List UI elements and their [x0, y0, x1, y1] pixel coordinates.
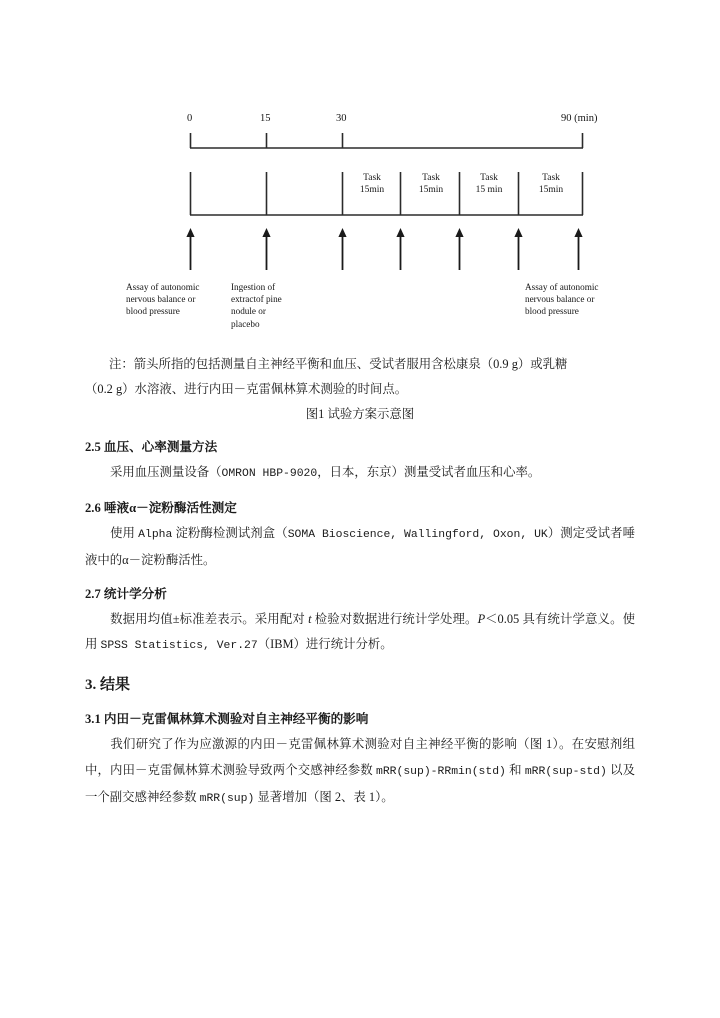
top-timeline	[190, 133, 583, 148]
task-block-1	[345, 173, 399, 196]
heading-2-7: 2.7 统计学分析	[85, 586, 167, 601]
annotation-ingestion-line-3: nodule or	[231, 306, 266, 317]
annotation-ingestion-line-2: extractof pine	[231, 294, 282, 305]
annotation-left-line-1: Assay of autonomic	[126, 282, 200, 292]
event-arrow-4	[396, 228, 404, 270]
task-block-1-duration: 15min	[359, 184, 385, 195]
p27-text-b: 检验对数据进行统计学处理。	[311, 611, 478, 626]
p25-text-a: 采用血压测量设备（	[110, 465, 222, 479]
paragraph-2-5	[85, 460, 635, 488]
paragraph-2-7	[85, 607, 635, 660]
task-block-3-title: Task	[480, 173, 498, 183]
annotation-left-line-2: nervous balance or	[126, 294, 196, 305]
annotation-right-line-3: blood pressure	[525, 306, 579, 317]
p31-text-c: 以及一个副交感神经参数	[85, 762, 635, 805]
p27-software: SPSS Statistics, Ver.27	[100, 640, 258, 653]
p27-text-c: ＜0.05 具有统计学意义。使用	[85, 611, 635, 652]
annotation-right-line-2: nervous balance or	[525, 294, 595, 305]
p31-text-d: 显著增加（图 2、表 1）。	[254, 790, 394, 805]
task-block-4-duration: 15min	[538, 184, 564, 195]
p26-kit-alpha: Alpha	[138, 528, 173, 541]
p31-text-b: 和	[505, 762, 525, 777]
task-block-2-title: Task	[422, 173, 440, 183]
p27-t-statistic: t	[308, 611, 312, 626]
annotation-left-line-3: blood pressure	[126, 306, 180, 317]
p31-param-2: mRR(sup-std)	[524, 765, 607, 778]
event-arrow-5	[455, 228, 463, 270]
event-arrow-1	[186, 228, 194, 270]
p31-param-3: mRR(sup)	[199, 793, 255, 806]
event-arrows	[186, 228, 582, 270]
heading-3-1: 3.1 内田－克雷佩林算术测验对自主神经平衡的影响	[85, 711, 369, 726]
paragraph-3-1	[85, 732, 635, 813]
p25-text-b: ，日本，东京）测量受试者血压和心率。	[317, 465, 541, 479]
paragraph-2-6	[85, 521, 635, 574]
figure-note-line-2: （0.2 g）水溶液、进行内田－克雷佩林算术测验的时间点。	[85, 382, 408, 396]
task-block-2-duration: 15min	[418, 184, 444, 195]
event-arrow-6	[514, 228, 522, 270]
figure-note-cont	[85, 377, 635, 402]
p27-text-a: 数据用均值±标准差表示。采用配对	[110, 611, 309, 626]
p31-text-a: 我们研究了作为应激源的内田－克雷佩林算术测验对自主神经平衡的影响（图 1）。在安慰剂组中，内田－克雷佩林算术测验导致两个交感神经参数	[85, 736, 635, 777]
axis-tick-label-90: 90 (min)	[561, 113, 598, 124]
figure-caption: 图1 试验方案示意图	[305, 407, 415, 421]
task-block-4-title: Task	[542, 173, 560, 183]
annotation-right-line-1: Assay of autonomic	[525, 282, 599, 292]
event-arrow-7	[574, 228, 582, 270]
axis-tick-label-0: 0	[187, 113, 193, 124]
heading-2-5: 2.5 血压、心率测量方法	[85, 440, 218, 454]
p25-device-model: OMRON HBP-9020	[221, 468, 318, 480]
axis-tick-label-30: 30	[336, 113, 347, 124]
p26-text-a: 使用	[110, 525, 139, 540]
p27-p-value-symbol: P	[477, 611, 486, 626]
axis-tick-label-15: 15	[260, 113, 271, 124]
heading-2-6: 2.6 唾液α－淀粉酶活性测定	[85, 500, 237, 515]
annotation-left-assay	[126, 281, 200, 318]
figure-note-line-1: 注：箭头所指的包括测量自主神经平衡和血压、受试者服用含松康泉（0.9 g）或乳糖	[109, 357, 568, 371]
document-body	[85, 352, 635, 813]
task-block-3-duration: 15 min	[475, 184, 503, 195]
p31-param-1: mRR(sup)-RRmin(std)	[376, 765, 506, 778]
annotation-right-assay	[525, 281, 599, 318]
annotation-ingestion-line-1: Ingestion of	[231, 282, 276, 292]
annotation-ingestion-line-4: placebo	[231, 318, 260, 329]
heading-3-results: 3. 结果	[85, 676, 131, 693]
experiment-protocol-figure	[0, 0, 720, 345]
p26-kit-vendor: SOMA Bioscience, Wallingford, Oxon, UK	[287, 528, 548, 541]
event-arrow-2	[262, 228, 270, 270]
annotation-ingestion	[231, 281, 282, 330]
task-block-1-title: Task	[363, 173, 381, 183]
figure-note	[85, 352, 635, 377]
p26-text-b: 淀粉酶检测试剂盒（	[172, 525, 288, 540]
task-block-2	[404, 173, 458, 196]
task-block-4	[522, 173, 580, 196]
task-block-3	[462, 173, 516, 196]
event-arrow-3	[338, 228, 346, 270]
p27-text-d: （IBM）进行统计分析。	[257, 637, 393, 652]
p26-text-c: ）测定受试者唾液中的α－淀粉酶活性。	[85, 525, 635, 568]
